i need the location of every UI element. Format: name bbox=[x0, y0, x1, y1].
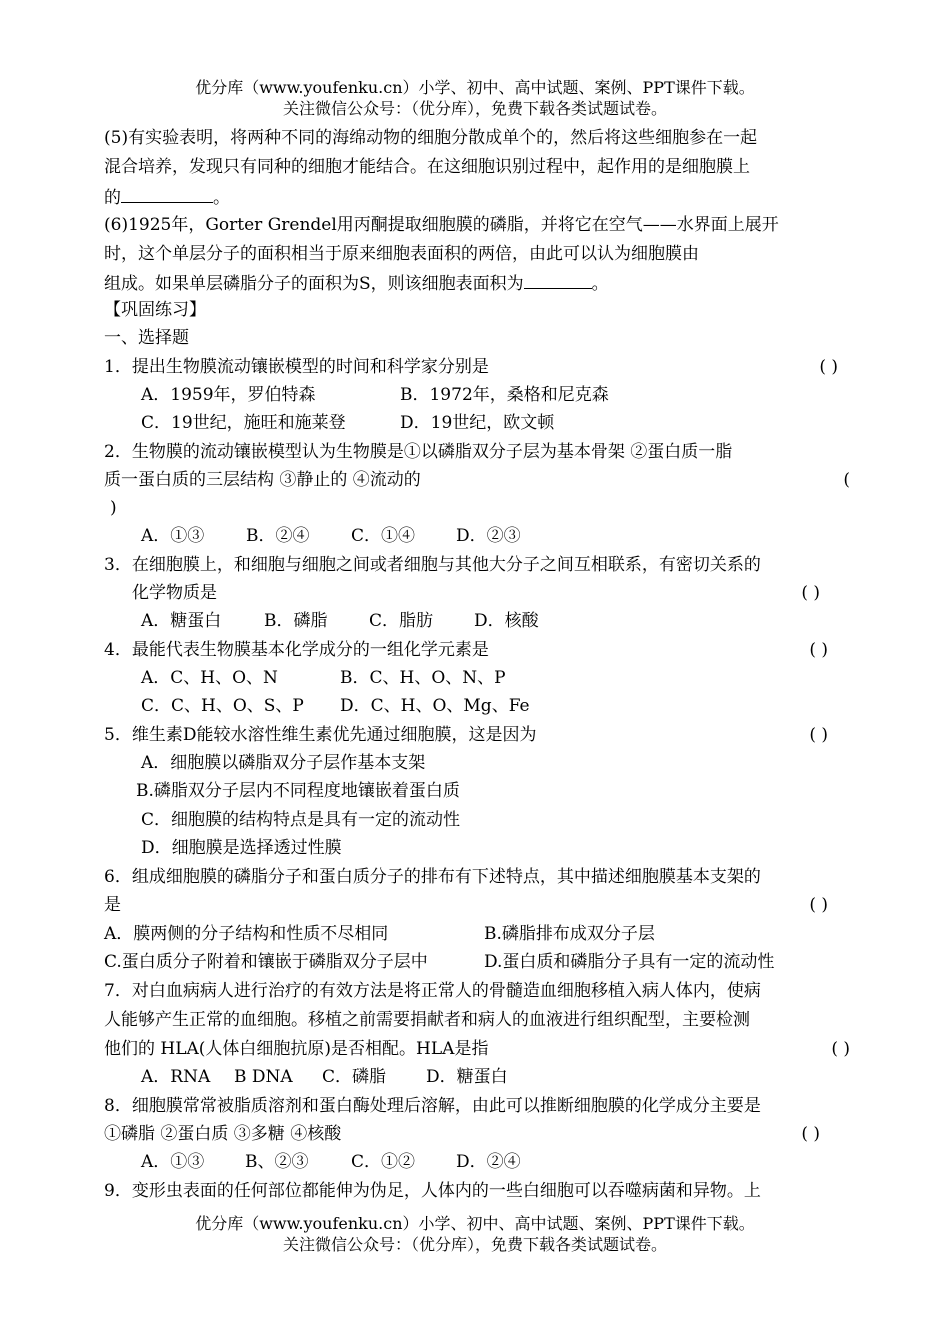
question-7-line-3 bbox=[104, 1037, 850, 1061]
q3-option-b[interactable]: B．磷脂 bbox=[264, 611, 328, 631]
question-5 bbox=[104, 723, 850, 747]
q7-option-c[interactable]: C．磷脂 bbox=[322, 1067, 387, 1087]
q6-option-d[interactable]: D.蛋白质和磷脂分子具有一定的流动性 bbox=[484, 952, 775, 972]
question-6-answer-bracket[interactable]: ( ) bbox=[809, 895, 828, 915]
question-5-text: 5．维生素D能较水溶性维生素优先通过细胞膜，这是因为 bbox=[104, 725, 537, 745]
question-9-line-1: 9．变形虫表面的任何部位都能伸为伪足，人体内的一些白细胞可以吞噬病菌和异物。上 bbox=[104, 1181, 761, 1201]
question-3-line-2 bbox=[132, 581, 850, 605]
question-7-line-1: 7．对白血病病人进行治疗的有效方法是将正常人的骨髓造血细胞移植入病人体内，使病 bbox=[104, 981, 761, 1001]
section-subtitle: 一、选择题 bbox=[104, 328, 189, 348]
q5-answer-blank[interactable] bbox=[121, 184, 213, 203]
question-2-line-2 bbox=[104, 468, 850, 492]
q6-option-a[interactable]: A．膜两侧的分子结构和性质不尽相同 bbox=[104, 924, 389, 944]
question-7-answer-bracket[interactable]: ( ) bbox=[831, 1039, 850, 1059]
question-3-line-1: 3．在细胞膜上，和细胞与细胞之间或者细胞与其他大分子之间互相联系，有密切关系的 bbox=[104, 555, 761, 575]
q6-intro-line-2: 时，这个单层分子的面积相当于原来细胞表面积的两倍，由此可以认为细胞膜由 bbox=[104, 244, 699, 264]
q2-option-b[interactable]: B．②④ bbox=[246, 526, 310, 546]
q8-option-c[interactable]: C．①② bbox=[351, 1152, 416, 1172]
q5-option-a[interactable]: A．细胞膜以磷脂双分子层作基本支架 bbox=[141, 753, 426, 773]
question-4-answer-bracket[interactable]: ( ) bbox=[809, 640, 828, 660]
footer-line-2: 关注微信公众号：（优分库），免费下载各类试题试卷。 bbox=[282, 1235, 667, 1254]
question-3-text: 化学物质是 bbox=[132, 583, 217, 603]
q5-suffix: 。 bbox=[213, 188, 230, 208]
q2-option-d[interactable]: D．②③ bbox=[456, 526, 521, 546]
q7-option-b[interactable]: B DNA bbox=[234, 1067, 293, 1087]
q8-option-a[interactable]: A．①③ bbox=[141, 1152, 205, 1172]
q4-option-c[interactable]: C．C、H、O、S、P bbox=[141, 696, 304, 716]
question-8-line-2 bbox=[104, 1122, 850, 1146]
q1-option-b[interactable]: B．1972年，桑格和尼克森 bbox=[400, 385, 609, 405]
q3-option-a[interactable]: A．糖蛋白 bbox=[141, 611, 222, 631]
footer-line-1: 优分库（www.youfenku.cn）小学、初中、高中试题、案例、PPT课件下载。 bbox=[195, 1214, 755, 1233]
question-6-line-2 bbox=[104, 893, 850, 917]
question-8-answer-bracket[interactable]: ( ) bbox=[801, 1124, 820, 1144]
q5-intro-line-1: (5)有实验表明，将两种不同的海绵动物的细胞分散成单个的，然后将这些细胞参在一起 bbox=[104, 128, 758, 148]
q5-intro-line-2: 混合培养，发现只有同种的细胞才能结合。在这细胞识别过程中，起作用的是细胞膜上 bbox=[104, 157, 750, 177]
q5-option-b[interactable]: B.磷脂双分子层内不同程度地镶嵌着蛋白质 bbox=[136, 781, 460, 801]
q1-option-c[interactable]: C．19世纪，施旺和施莱登 bbox=[141, 413, 346, 433]
q3-option-c[interactable]: C．脂肪 bbox=[369, 611, 434, 631]
q8-option-b[interactable]: B、②③ bbox=[245, 1152, 309, 1172]
q1-option-d[interactable]: D．19世纪，欧文顿 bbox=[400, 413, 555, 433]
q6-intro-line-1: (6)1925年，Gorter Grendel用丙酮提取细胞膜的磷脂，并将它在空气——水界面上展开 bbox=[104, 215, 779, 235]
q2-option-a[interactable]: A．①③ bbox=[141, 526, 205, 546]
question-1-text: 1．提出生物膜流动镶嵌模型的时间和科学家分别是 bbox=[104, 357, 489, 377]
question-2-bracket-close[interactable]: ) bbox=[110, 498, 117, 518]
question-8-text: ①磷脂 ②蛋白质 ③多糖 ④核酸 bbox=[104, 1124, 342, 1144]
question-5-answer-bracket[interactable]: ( ) bbox=[809, 725, 828, 745]
question-2-line-1: 2．生物膜的流动镶嵌模型认为生物膜是①以磷脂双分子层为基本骨架 ②蛋白质一脂 bbox=[104, 442, 733, 462]
question-1 bbox=[104, 355, 850, 379]
q6-prefix: 组成。如果单层磷脂分子的面积为S，则该细胞表面积为 bbox=[104, 274, 524, 294]
q6-answer-blank[interactable] bbox=[524, 270, 592, 289]
q6-option-b[interactable]: B.磷脂排布成双分子层 bbox=[484, 924, 655, 944]
q5-intro-line-3 bbox=[104, 184, 850, 210]
question-1-answer-bracket[interactable]: ( ) bbox=[819, 357, 838, 377]
q5-option-c[interactable]: C．细胞膜的结构特点是具有一定的流动性 bbox=[141, 810, 461, 830]
question-6-line-1: 6．组成细胞膜的磷脂分子和蛋白质分子的排布有下述特点，其中描述细胞膜基本支架的 bbox=[104, 867, 761, 887]
q1-option-a[interactable]: A．1959年，罗伯特森 bbox=[141, 385, 316, 405]
question-3-answer-bracket[interactable]: ( ) bbox=[801, 583, 820, 603]
q4-option-b[interactable]: B．C、H、O、N、P bbox=[340, 668, 506, 688]
q4-option-d[interactable]: D．C、H、O、Mg、Fe bbox=[340, 696, 530, 716]
question-6-text: 是 bbox=[104, 895, 121, 915]
question-4 bbox=[104, 638, 850, 662]
q3-option-d[interactable]: D．核酸 bbox=[474, 611, 539, 631]
question-7-text: 他们的 HLA(人体白细胞抗原)是否相配。HLA是指 bbox=[104, 1039, 489, 1059]
question-4-text: 4．最能代表生物膜基本化学成分的一组化学元素是 bbox=[104, 640, 489, 660]
question-7-line-2: 人能够产生正常的血细胞。移植之前需要捐献者和病人的血液进行组织配型，主要检测 bbox=[104, 1010, 750, 1030]
q4-option-a[interactable]: A．C、H、O、N bbox=[141, 668, 278, 688]
question-8-line-1: 8．细胞膜常常被脂质溶剂和蛋白酶处理后溶解，由此可以推断细胞膜的化学成分主要是 bbox=[104, 1096, 761, 1116]
q5-prefix: 的 bbox=[104, 188, 121, 208]
q5-option-d[interactable]: D．细胞膜是选择透过性膜 bbox=[141, 838, 342, 858]
question-2-text: 质一蛋白质的三层结构 ③静止的 ④流动的 bbox=[104, 470, 421, 490]
q7-option-a[interactable]: A．RNA bbox=[141, 1067, 211, 1087]
q6-suffix: 。 bbox=[591, 274, 609, 294]
q6-intro-line-3 bbox=[104, 270, 850, 296]
header-line-1: 优分库（www.youfenku.cn）小学、初中、高中试题、案例、PPT课件下载。 bbox=[195, 78, 755, 97]
q2-option-c[interactable]: C．①④ bbox=[351, 526, 416, 546]
question-2-bracket-open[interactable]: ( bbox=[843, 470, 850, 490]
section-title: 【巩固练习】 bbox=[104, 300, 206, 320]
header-line-2: 关注微信公众号：（优分库），免费下载各类试题试卷。 bbox=[282, 99, 667, 118]
q7-option-d[interactable]: D．糖蛋白 bbox=[426, 1067, 508, 1087]
q8-option-d[interactable]: D．②④ bbox=[456, 1152, 521, 1172]
q6-option-c[interactable]: C.蛋白质分子附着和镶嵌于磷脂双分子层中 bbox=[104, 952, 428, 972]
